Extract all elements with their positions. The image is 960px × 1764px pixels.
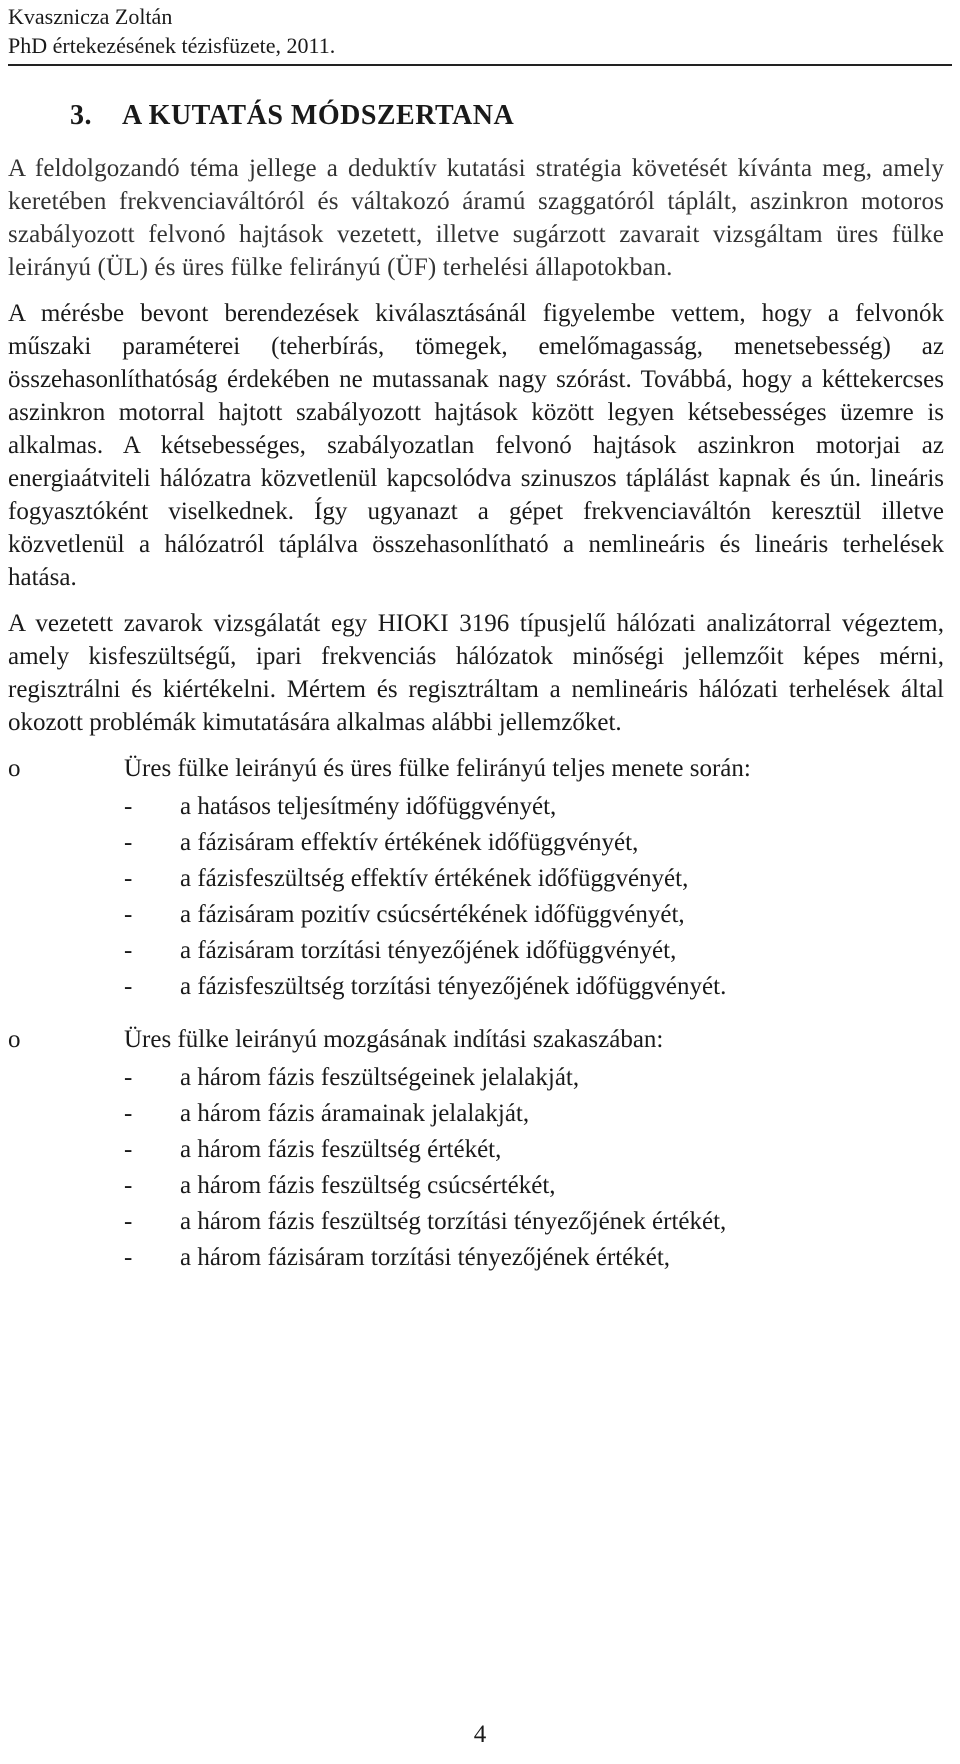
dash-marker: - [124,937,133,964]
sub-list-text: a három fázis feszültség csúcsértékét, [180,1172,556,1199]
sub-list-item [124,897,944,933]
paragraph-measurement: A vezetett zavarok vizsgálatát egy HIOKI 3196 típusjelű hálózati analizátorral végeztem, amely kisfeszültségű, ipari frekvenciás hálózatok minőségi jellemzőit képes mérni, regisztrálni és kiértékelni. Mértem és regisztráltam a nemlineáris hálózati terhelések által okozott problémák kimutatására alkalmas alábbi jellemzőket. [8,610,944,736]
page-number: 4 [473,1721,487,1748]
sub-list-text: a három fázis áramainak jelalakját, [180,1100,530,1127]
dash-marker: - [124,1208,133,1235]
sub-list-item [124,1096,944,1132]
dash-marker: - [124,829,133,856]
dash-marker: - [124,793,133,820]
paragraph-intro: A feldolgozandó téma jellege a deduktív kutatási stratégia követését kívánta meg, amely keretében frekvenciaváltóról és váltakozó áramú szaggatóról táplált, aszinkron motoros szabályozott felvonó hajtások vezetett, illetve sugárzott zavarait vizsgáltam üres fülke leirányú (ÜL) és üres fülke felirányú (ÜF) terhelési állapotokban. [8,155,944,281]
paragraph-selection: A mérésbe bevont berendezések kiválasztásánál figyelembe vettem, hogy a felvonók műszaki paraméterei (teherbírás, tömegek, emelőmagasság, menetsebesség) az összehasonlíthatóság érdekében ne mutassanak nagy szórást. Továbbá, hogy a kéttekercses aszinkron motorral hajtott szabályozott hajtások között legyen kétsebességes üzemre is alkalmas. A kétsebességes, szabályozatlan felvonó hajtások aszinkron motorjai az energiaátviteli hálózatra közvetlenül kapcsolódva szinuszos táplálást kapnak és ún. lineáris fogyasztóként viselkednek. Így ugyanazt a gépet frekvenciaváltón keresztül illetve közvetlenül a hálózatról táplálva összehasonlítható a nemlineáris és lineáris terhelések hatása. [8,300,944,591]
sub-list [124,1060,944,1276]
header-divider [8,64,952,66]
dash-marker: - [124,1244,133,1271]
section-number: 3. [70,100,92,131]
sub-list-item [124,1132,944,1168]
sub-list-text: a fázisáram pozitív csúcsértékének időfüggvényét, [180,901,685,928]
sub-list-text: a három fázis feszültség torzítási tényezőjének értékét, [180,1208,727,1235]
sub-list-text: a fázisfeszültség torzítási tényezőjének időfüggvényét. [180,973,727,1000]
dash-marker: - [124,865,133,892]
sub-list-item [124,969,944,1005]
section-heading [70,98,514,134]
header-author: Kvasznicza Zoltán [8,4,173,29]
dash-marker: - [124,1136,133,1163]
sub-list-text: a három fázis feszültség értékét, [180,1136,502,1163]
list-item-title: Üres fülke leirányú és üres fülke felirányú teljes menete során: [124,755,751,782]
sub-list-text: a fázisáram effektív értékének időfüggvényét, [180,829,639,856]
sub-list-item [124,933,944,969]
sub-list-item [124,825,944,861]
sub-list-item [124,1240,944,1276]
header-subtitle: PhD értekezésének tézisfüzete, 2011. [8,33,336,58]
list-item-full-run [8,752,944,1005]
dash-marker: - [124,1064,133,1091]
bullet-circle: o [8,755,21,782]
sub-list-text: a fázisáram torzítási tényezőjének időfüggvényét, [180,937,677,964]
sub-list-item [124,1168,944,1204]
sub-list-item [124,789,944,825]
body-text [8,152,944,1294]
dash-marker: - [124,901,133,928]
sub-list-item [124,1060,944,1096]
bullet-circle: o [8,1026,21,1053]
sub-list-item [124,861,944,897]
sub-list-text: a hatásos teljesítmény időfüggvényét, [180,793,557,820]
list-item-start-phase [8,1023,944,1276]
dash-marker: - [124,1100,133,1127]
measurement-list [8,752,944,1276]
sub-list-item [124,1204,944,1240]
sub-list-text: a fázisfeszültség effektív értékének időfüggvényét, [180,865,689,892]
dash-marker: - [124,973,133,1000]
dash-marker: - [124,1172,133,1199]
sub-list [124,789,944,1005]
section-title: A KUTATÁS MÓDSZERTANA [122,100,515,131]
sub-list-text: a három fázisáram torzítási tényezőjének értékét, [180,1244,671,1271]
running-header [8,2,952,60]
sub-list-text: a három fázis feszültségeinek jelalakját, [180,1064,580,1091]
list-item-title: Üres fülke leirányú mozgásának indítási szakaszában: [124,1026,664,1053]
